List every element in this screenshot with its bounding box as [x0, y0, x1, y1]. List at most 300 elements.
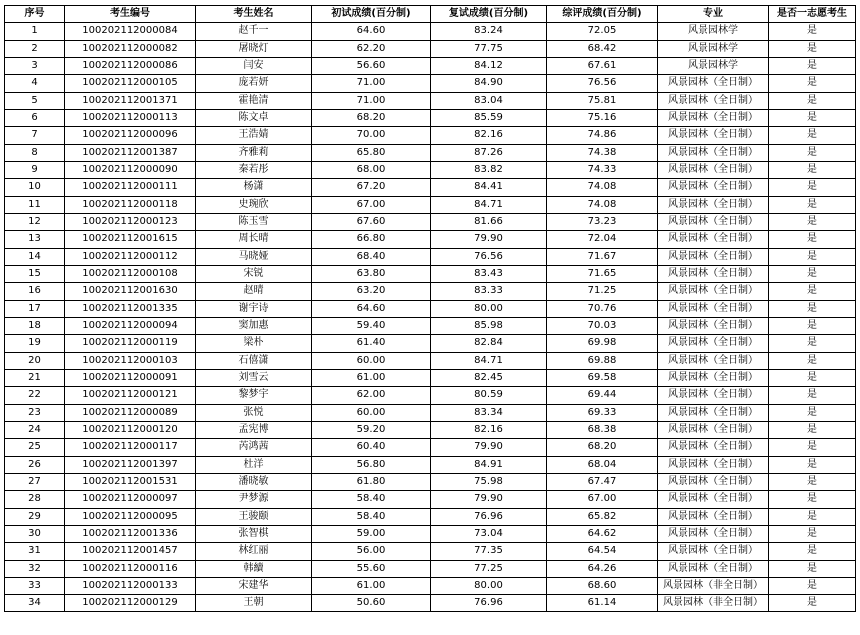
cell-serial-number: 4 — [5, 75, 65, 92]
cell-candidate-name: 周长晴 — [196, 231, 312, 248]
cell-serial-number: 15 — [5, 265, 65, 282]
cell-serial-number: 29 — [5, 508, 65, 525]
table-row — [5, 283, 856, 300]
cell-candidate-id: 100202112000112 — [65, 248, 196, 265]
cell-major: 风景园林（非全日制） — [658, 595, 769, 612]
cell-preliminary-score: 71.00 — [312, 75, 431, 92]
cell-preliminary-score: 59.20 — [312, 421, 431, 438]
cell-composite-score: 69.88 — [547, 352, 658, 369]
cell-first-choice: 是 — [769, 335, 856, 352]
cell-first-choice: 是 — [769, 317, 856, 334]
cell-major: 风景园林学 — [658, 40, 769, 57]
table-row — [5, 577, 856, 594]
table-row — [5, 473, 856, 490]
cell-candidate-name: 王骏颐 — [196, 508, 312, 525]
table-row — [5, 57, 856, 74]
cell-candidate-name: 尹梦源 — [196, 491, 312, 508]
table-row — [5, 595, 856, 612]
header-candidate-name: 考生姓名 — [196, 6, 312, 23]
table-row — [5, 369, 856, 386]
table-row — [5, 404, 856, 421]
header-preliminary-score: 初试成绩(百分制) — [312, 6, 431, 23]
cell-candidate-id: 100202112001387 — [65, 144, 196, 161]
cell-major: 风景园林（全日制） — [658, 300, 769, 317]
cell-retest-score: 75.98 — [431, 473, 547, 490]
cell-candidate-id: 100202112000120 — [65, 421, 196, 438]
cell-first-choice: 是 — [769, 404, 856, 421]
cell-composite-score: 71.65 — [547, 265, 658, 282]
cell-candidate-id: 100202112001531 — [65, 473, 196, 490]
cell-retest-score: 83.43 — [431, 265, 547, 282]
cell-first-choice: 是 — [769, 473, 856, 490]
header-row — [5, 6, 856, 23]
cell-candidate-name: 屠晓灯 — [196, 40, 312, 57]
cell-major: 风景园林（全日制） — [658, 543, 769, 560]
cell-preliminary-score: 63.20 — [312, 283, 431, 300]
cell-retest-score: 84.41 — [431, 179, 547, 196]
cell-preliminary-score: 71.00 — [312, 92, 431, 109]
cell-candidate-id: 100202112000119 — [65, 335, 196, 352]
cell-candidate-name: 马晓娅 — [196, 248, 312, 265]
cell-major: 风景园林（全日制） — [658, 508, 769, 525]
cell-candidate-name: 陈文卓 — [196, 109, 312, 126]
cell-retest-score: 82.16 — [431, 421, 547, 438]
cell-preliminary-score: 56.00 — [312, 543, 431, 560]
cell-preliminary-score: 59.40 — [312, 317, 431, 334]
cell-serial-number: 9 — [5, 161, 65, 178]
table-row — [5, 127, 856, 144]
cell-serial-number: 14 — [5, 248, 65, 265]
cell-first-choice: 是 — [769, 439, 856, 456]
cell-candidate-id: 100202112000082 — [65, 40, 196, 57]
cell-candidate-name: 杨潇 — [196, 179, 312, 196]
cell-candidate-id: 100202112000086 — [65, 57, 196, 74]
cell-candidate-id: 100202112000123 — [65, 213, 196, 230]
cell-retest-score: 83.33 — [431, 283, 547, 300]
cell-retest-score: 84.71 — [431, 196, 547, 213]
cell-candidate-id: 100202112000095 — [65, 508, 196, 525]
cell-candidate-name: 王朝 — [196, 595, 312, 612]
cell-first-choice: 是 — [769, 57, 856, 74]
cell-retest-score: 87.26 — [431, 144, 547, 161]
cell-serial-number: 30 — [5, 525, 65, 542]
cell-preliminary-score: 67.00 — [312, 196, 431, 213]
cell-candidate-id: 100202112000091 — [65, 369, 196, 386]
cell-first-choice: 是 — [769, 491, 856, 508]
cell-serial-number: 7 — [5, 127, 65, 144]
cell-retest-score: 83.82 — [431, 161, 547, 178]
cell-candidate-name: 孟宪博 — [196, 421, 312, 438]
cell-candidate-id: 100202112001457 — [65, 543, 196, 560]
cell-preliminary-score: 61.00 — [312, 369, 431, 386]
cell-retest-score: 76.96 — [431, 508, 547, 525]
table-header — [5, 6, 856, 23]
cell-retest-score: 84.71 — [431, 352, 547, 369]
cell-candidate-name: 史琬欣 — [196, 196, 312, 213]
cell-preliminary-score: 59.00 — [312, 525, 431, 542]
cell-major: 风景园林学 — [658, 57, 769, 74]
cell-major: 风景园林（全日制） — [658, 92, 769, 109]
cell-composite-score: 75.81 — [547, 92, 658, 109]
cell-preliminary-score: 56.60 — [312, 57, 431, 74]
cell-serial-number: 26 — [5, 456, 65, 473]
cell-candidate-name: 谢宇诗 — [196, 300, 312, 317]
cell-preliminary-score: 70.00 — [312, 127, 431, 144]
cell-major: 风景园林（全日制） — [658, 213, 769, 230]
cell-candidate-id: 100202112001615 — [65, 231, 196, 248]
table-row — [5, 335, 856, 352]
cell-preliminary-score: 66.80 — [312, 231, 431, 248]
cell-retest-score: 76.56 — [431, 248, 547, 265]
cell-candidate-id: 100202112001630 — [65, 283, 196, 300]
cell-preliminary-score: 50.60 — [312, 595, 431, 612]
cell-serial-number: 6 — [5, 109, 65, 126]
cell-preliminary-score: 64.60 — [312, 300, 431, 317]
cell-preliminary-score: 56.80 — [312, 456, 431, 473]
cell-serial-number: 19 — [5, 335, 65, 352]
cell-major: 风景园林（全日制） — [658, 491, 769, 508]
cell-first-choice: 是 — [769, 560, 856, 577]
cell-retest-score: 79.90 — [431, 439, 547, 456]
header-first-choice: 是否一志愿考生 — [769, 6, 856, 23]
cell-major: 风景园林（全日制） — [658, 231, 769, 248]
cell-first-choice: 是 — [769, 127, 856, 144]
cell-first-choice: 是 — [769, 265, 856, 282]
cell-first-choice: 是 — [769, 352, 856, 369]
cell-preliminary-score: 64.60 — [312, 23, 431, 40]
cell-candidate-name: 窦加惠 — [196, 317, 312, 334]
cell-candidate-id: 100202112000111 — [65, 179, 196, 196]
cell-candidate-name: 林红丽 — [196, 543, 312, 560]
cell-major: 风景园林（全日制） — [658, 439, 769, 456]
header-retest-score: 复试成绩(百分制) — [431, 6, 547, 23]
cell-serial-number: 16 — [5, 283, 65, 300]
cell-composite-score: 74.86 — [547, 127, 658, 144]
cell-preliminary-score: 62.00 — [312, 387, 431, 404]
cell-first-choice: 是 — [769, 300, 856, 317]
cell-retest-score: 81.66 — [431, 213, 547, 230]
table-row — [5, 456, 856, 473]
cell-serial-number: 33 — [5, 577, 65, 594]
cell-major: 风景园林（全日制） — [658, 196, 769, 213]
cell-preliminary-score: 61.40 — [312, 335, 431, 352]
cell-preliminary-score: 60.40 — [312, 439, 431, 456]
cell-candidate-id: 100202112000129 — [65, 595, 196, 612]
table-row — [5, 161, 856, 178]
table-row — [5, 75, 856, 92]
cell-first-choice: 是 — [769, 525, 856, 542]
cell-composite-score: 71.67 — [547, 248, 658, 265]
cell-major: 风景园林（全日制） — [658, 369, 769, 386]
table-row — [5, 92, 856, 109]
cell-candidate-id: 100202112000117 — [65, 439, 196, 456]
table-row — [5, 508, 856, 525]
cell-first-choice: 是 — [769, 577, 856, 594]
cell-serial-number: 5 — [5, 92, 65, 109]
cell-composite-score: 69.98 — [547, 335, 658, 352]
cell-composite-score: 67.00 — [547, 491, 658, 508]
table-row — [5, 300, 856, 317]
cell-candidate-id: 100202112000118 — [65, 196, 196, 213]
cell-candidate-id: 100202112000103 — [65, 352, 196, 369]
cell-retest-score: 77.75 — [431, 40, 547, 57]
cell-candidate-name: 杜洋 — [196, 456, 312, 473]
cell-preliminary-score: 60.00 — [312, 404, 431, 421]
cell-retest-score: 80.59 — [431, 387, 547, 404]
cell-retest-score: 82.45 — [431, 369, 547, 386]
cell-composite-score: 65.82 — [547, 508, 658, 525]
cell-first-choice: 是 — [769, 283, 856, 300]
cell-first-choice: 是 — [769, 543, 856, 560]
cell-composite-score: 68.60 — [547, 577, 658, 594]
cell-composite-score: 64.62 — [547, 525, 658, 542]
cell-retest-score: 83.24 — [431, 23, 547, 40]
cell-major: 风景园林学 — [658, 23, 769, 40]
cell-serial-number: 27 — [5, 473, 65, 490]
cell-composite-score: 68.04 — [547, 456, 658, 473]
cell-candidate-id: 100202112000097 — [65, 491, 196, 508]
cell-first-choice: 是 — [769, 231, 856, 248]
header-composite-score: 综评成绩(百分制) — [547, 6, 658, 23]
cell-first-choice: 是 — [769, 213, 856, 230]
cell-first-choice: 是 — [769, 196, 856, 213]
cell-candidate-id: 100202112000133 — [65, 577, 196, 594]
table-row — [5, 109, 856, 126]
table-row — [5, 352, 856, 369]
cell-candidate-id: 100202112001335 — [65, 300, 196, 317]
cell-candidate-name: 霍艳清 — [196, 92, 312, 109]
cell-preliminary-score: 68.40 — [312, 248, 431, 265]
cell-first-choice: 是 — [769, 144, 856, 161]
cell-major: 风景园林（全日制） — [658, 144, 769, 161]
table-row — [5, 491, 856, 508]
cell-serial-number: 22 — [5, 387, 65, 404]
cell-major: 风景园林（全日制） — [658, 421, 769, 438]
cell-candidate-name: 石僖潇 — [196, 352, 312, 369]
cell-candidate-name: 闫安 — [196, 57, 312, 74]
cell-first-choice: 是 — [769, 23, 856, 40]
cell-preliminary-score: 67.20 — [312, 179, 431, 196]
cell-first-choice: 是 — [769, 421, 856, 438]
cell-composite-score: 68.38 — [547, 421, 658, 438]
cell-preliminary-score: 68.00 — [312, 161, 431, 178]
cell-composite-score: 67.47 — [547, 473, 658, 490]
cell-preliminary-score: 60.00 — [312, 352, 431, 369]
table-row — [5, 387, 856, 404]
cell-retest-score: 84.12 — [431, 57, 547, 74]
cell-candidate-name: 齐雅莉 — [196, 144, 312, 161]
cell-candidate-id: 100202112000108 — [65, 265, 196, 282]
cell-first-choice: 是 — [769, 161, 856, 178]
cell-candidate-name: 潘晓敏 — [196, 473, 312, 490]
header-major: 专业 — [658, 6, 769, 23]
cell-preliminary-score: 68.20 — [312, 109, 431, 126]
cell-candidate-name: 赵千一 — [196, 23, 312, 40]
cell-candidate-id: 100202112000113 — [65, 109, 196, 126]
cell-retest-score: 82.84 — [431, 335, 547, 352]
cell-retest-score: 85.59 — [431, 109, 547, 126]
cell-major: 风景园林（全日制） — [658, 317, 769, 334]
cell-first-choice: 是 — [769, 109, 856, 126]
table-row — [5, 265, 856, 282]
table-row — [5, 317, 856, 334]
table-row — [5, 40, 856, 57]
cell-candidate-name: 刘雪云 — [196, 369, 312, 386]
cell-candidate-name: 黎梦宇 — [196, 387, 312, 404]
cell-serial-number: 13 — [5, 231, 65, 248]
cell-major: 风景园林（全日制） — [658, 404, 769, 421]
cell-candidate-name: 王浩婧 — [196, 127, 312, 144]
cell-retest-score: 73.04 — [431, 525, 547, 542]
cell-composite-score: 68.42 — [547, 40, 658, 57]
header-serial-number: 序号 — [5, 6, 65, 23]
cell-retest-score: 80.00 — [431, 577, 547, 594]
cell-serial-number: 18 — [5, 317, 65, 334]
cell-preliminary-score: 61.80 — [312, 473, 431, 490]
cell-major: 风景园林（全日制） — [658, 109, 769, 126]
cell-major: 风景园林（全日制） — [658, 283, 769, 300]
cell-candidate-name: 芮鸿茜 — [196, 439, 312, 456]
cell-major: 风景园林（全日制） — [658, 352, 769, 369]
cell-retest-score: 84.91 — [431, 456, 547, 473]
cell-serial-number: 32 — [5, 560, 65, 577]
cell-composite-score: 68.20 — [547, 439, 658, 456]
cell-preliminary-score: 63.80 — [312, 265, 431, 282]
cell-retest-score: 85.98 — [431, 317, 547, 334]
cell-preliminary-score: 61.00 — [312, 577, 431, 594]
cell-candidate-name: 秦若彤 — [196, 161, 312, 178]
table-row — [5, 144, 856, 161]
cell-serial-number: 24 — [5, 421, 65, 438]
cell-retest-score: 79.90 — [431, 231, 547, 248]
table-row — [5, 196, 856, 213]
cell-preliminary-score: 62.20 — [312, 40, 431, 57]
cell-retest-score: 76.96 — [431, 595, 547, 612]
cell-candidate-id: 100202112000089 — [65, 404, 196, 421]
cell-first-choice: 是 — [769, 456, 856, 473]
cell-first-choice: 是 — [769, 179, 856, 196]
table-row — [5, 231, 856, 248]
cell-composite-score: 69.58 — [547, 369, 658, 386]
cell-composite-score: 74.38 — [547, 144, 658, 161]
admission-score-table — [4, 5, 856, 612]
cell-candidate-name: 宋锐 — [196, 265, 312, 282]
cell-retest-score: 84.90 — [431, 75, 547, 92]
cell-serial-number: 31 — [5, 543, 65, 560]
cell-first-choice: 是 — [769, 369, 856, 386]
cell-major: 风景园林（非全日制） — [658, 577, 769, 594]
cell-composite-score: 76.56 — [547, 75, 658, 92]
cell-retest-score: 83.34 — [431, 404, 547, 421]
cell-serial-number: 20 — [5, 352, 65, 369]
table-row — [5, 179, 856, 196]
cell-serial-number: 34 — [5, 595, 65, 612]
cell-retest-score: 83.04 — [431, 92, 547, 109]
cell-preliminary-score: 58.40 — [312, 508, 431, 525]
cell-serial-number: 3 — [5, 57, 65, 74]
cell-composite-score: 64.54 — [547, 543, 658, 560]
cell-candidate-id: 100202112000121 — [65, 387, 196, 404]
cell-first-choice: 是 — [769, 75, 856, 92]
cell-composite-score: 74.08 — [547, 179, 658, 196]
cell-candidate-id: 100202112000105 — [65, 75, 196, 92]
cell-candidate-id: 100202112000096 — [65, 127, 196, 144]
table-row — [5, 213, 856, 230]
cell-retest-score: 77.25 — [431, 560, 547, 577]
header-candidate-id: 考生编号 — [65, 6, 196, 23]
cell-candidate-id: 100202112001336 — [65, 525, 196, 542]
cell-composite-score: 74.33 — [547, 161, 658, 178]
cell-composite-score: 69.33 — [547, 404, 658, 421]
cell-candidate-name: 宋建华 — [196, 577, 312, 594]
cell-major: 风景园林（全日制） — [658, 473, 769, 490]
cell-composite-score: 70.03 — [547, 317, 658, 334]
cell-major: 风景园林（全日制） — [658, 560, 769, 577]
cell-major: 风景园林（全日制） — [658, 161, 769, 178]
cell-serial-number: 28 — [5, 491, 65, 508]
cell-major: 风景园林（全日制） — [658, 179, 769, 196]
table-row — [5, 525, 856, 542]
cell-composite-score: 73.23 — [547, 213, 658, 230]
table-row — [5, 23, 856, 40]
table-row — [5, 421, 856, 438]
cell-major: 风景园林（全日制） — [658, 265, 769, 282]
cell-major: 风景园林（全日制） — [658, 456, 769, 473]
cell-retest-score: 77.35 — [431, 543, 547, 560]
cell-composite-score: 72.05 — [547, 23, 658, 40]
cell-serial-number: 11 — [5, 196, 65, 213]
cell-candidate-id: 100202112000084 — [65, 23, 196, 40]
cell-composite-score: 67.61 — [547, 57, 658, 74]
cell-first-choice: 是 — [769, 40, 856, 57]
cell-serial-number: 10 — [5, 179, 65, 196]
cell-retest-score: 80.00 — [431, 300, 547, 317]
cell-candidate-id: 100202112000116 — [65, 560, 196, 577]
table-body — [5, 23, 856, 612]
cell-retest-score: 79.90 — [431, 491, 547, 508]
cell-candidate-id: 100202112001371 — [65, 92, 196, 109]
cell-serial-number: 1 — [5, 23, 65, 40]
cell-retest-score: 82.16 — [431, 127, 547, 144]
cell-major: 风景园林（全日制） — [658, 525, 769, 542]
cell-candidate-name: 张悦 — [196, 404, 312, 421]
table-row — [5, 248, 856, 265]
cell-preliminary-score: 55.60 — [312, 560, 431, 577]
cell-preliminary-score: 67.60 — [312, 213, 431, 230]
cell-candidate-id: 100202112001397 — [65, 456, 196, 473]
cell-preliminary-score: 58.40 — [312, 491, 431, 508]
table-row — [5, 560, 856, 577]
cell-major: 风景园林（全日制） — [658, 248, 769, 265]
cell-candidate-name: 赵晴 — [196, 283, 312, 300]
cell-candidate-name: 梁朴 — [196, 335, 312, 352]
cell-candidate-name: 陈玉雪 — [196, 213, 312, 230]
cell-composite-score: 72.04 — [547, 231, 658, 248]
cell-candidate-name: 庞若妍 — [196, 75, 312, 92]
cell-composite-score: 75.16 — [547, 109, 658, 126]
cell-first-choice: 是 — [769, 387, 856, 404]
cell-serial-number: 21 — [5, 369, 65, 386]
cell-first-choice: 是 — [769, 248, 856, 265]
cell-first-choice: 是 — [769, 508, 856, 525]
cell-major: 风景园林（全日制） — [658, 335, 769, 352]
cell-major: 风景园林（全日制） — [658, 75, 769, 92]
cell-preliminary-score: 65.80 — [312, 144, 431, 161]
table-row — [5, 543, 856, 560]
cell-first-choice: 是 — [769, 595, 856, 612]
cell-candidate-name: 张智棋 — [196, 525, 312, 542]
cell-candidate-id: 100202112000090 — [65, 161, 196, 178]
